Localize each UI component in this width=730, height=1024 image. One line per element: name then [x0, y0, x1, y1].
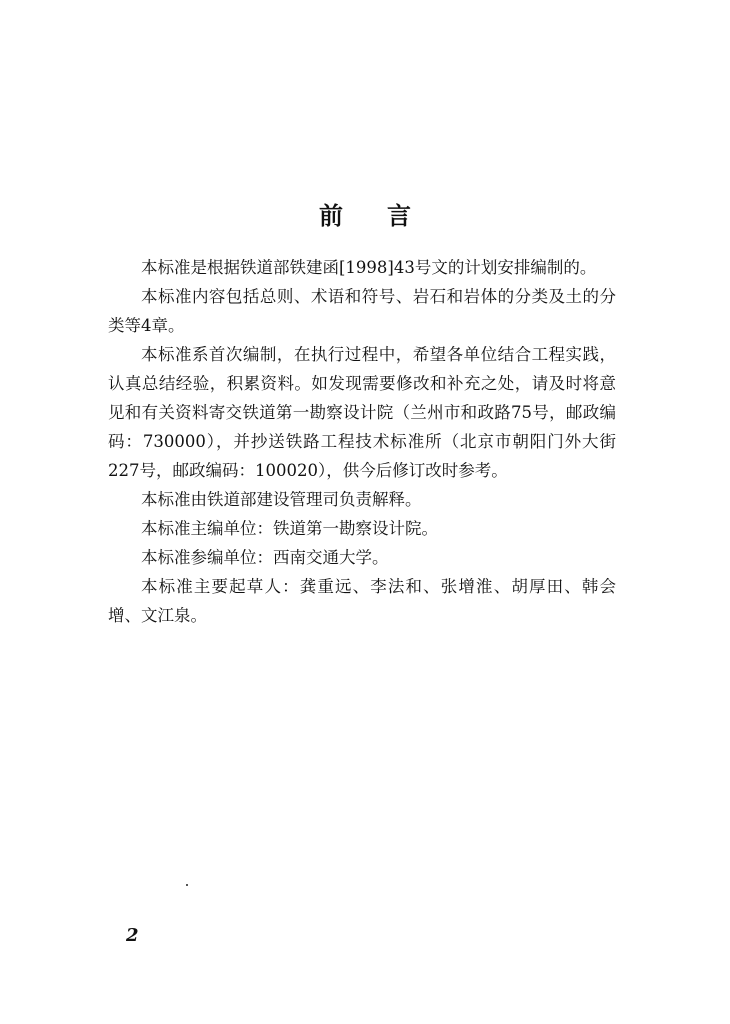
paragraph-compilation-basis: 本标准是根据铁道部铁建函[1998]43号文的计划安排编制的。 — [141, 258, 597, 277]
page-number: 2 — [126, 925, 139, 946]
page-title: 前言 — [319, 201, 455, 230]
preface-body — [108, 253, 616, 630]
paragraph-contents: 本标准内容包括总则、术语和符号、岩石和岩体的分类及土的分类等4章。 — [108, 287, 616, 335]
paragraph-drafters: 本标准主要起草人：龚重远、李法和、张增淮、胡厚田、韩会增、文江泉。 — [108, 577, 616, 625]
paragraph-participating-unit: 本标准参编单位：西南交通大学。 — [141, 548, 389, 567]
paragraph-interpretation: 本标准由铁道部建设管理司负责解释。 — [141, 490, 422, 509]
paragraph-chief-editor: 本标准主编单位：铁道第一勘察设计院。 — [141, 519, 438, 538]
scan-speck — [186, 884, 188, 886]
paragraph-feedback: 本标准系首次编制，在执行过程中，希望各单位结合工程实践，认真总结经验，积累资料。如发现需要修改和补充之处，请及时将意见和有关资料寄交铁道第一勘察设计院（兰州市和政路75号，邮政编码：730000），并抄送铁路工程技术标准所（北京市朝阳门外大街227号，邮政编码：100020），供今后修订改时参考。 — [108, 345, 616, 480]
